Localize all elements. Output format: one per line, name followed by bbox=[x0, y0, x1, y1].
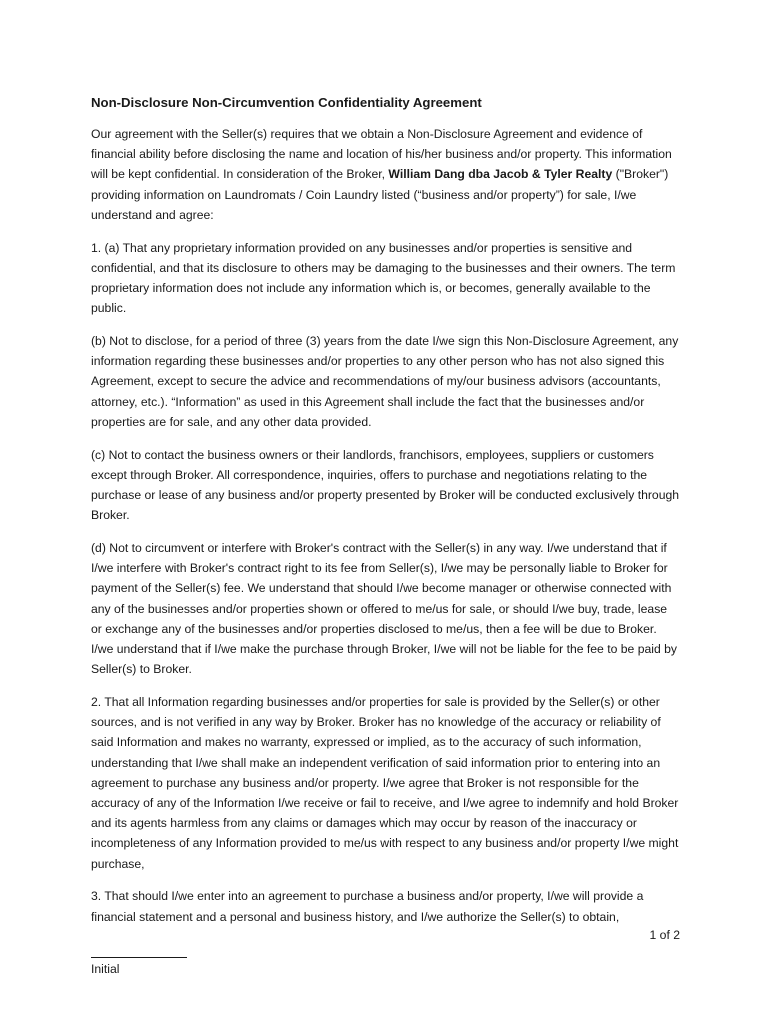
intro-text-part2: ("Broker") providing information on Laundromats / Coin Laundry listed (“business and/or property”) for sale, I/we understand and agree: bbox=[91, 167, 669, 222]
document-body bbox=[91, 94, 681, 939]
intro-text-part1: Our agreement with the Seller(s) requires that we obtain a Non-Disclosure Agreement and evidence of financial ability before disclosing the name and location of his/her business and/or property. This information will be kept confidential. In consideration of the Broker, bbox=[91, 127, 672, 182]
clause-1d: (d) Not to circumvent or interfere with Broker's contract with the Seller(s) in any way. I/we understand that if I/we interfere with Broker's contract right to its fee from Seller(s), I/we may be personally liable to Broker for payment of the Seller(s) fee. We understand that should I/we become manager or otherwise connected with any of the businesses and/or properties shown or offered to me/us for sale, or should I/we buy, trade, lease or exchange any of the businesses and/or properties disclosed to me/us, then a fee will be due to Broker. I/we understand that if I/we make the purchase through Broker, I/we will not be liable for the fee to be paid by Seller(s) to Broker. bbox=[91, 541, 678, 677]
document-title: Non-Disclosure Non-Circumvention Confidentiality Agreement bbox=[91, 95, 482, 110]
initial-label: Initial bbox=[91, 962, 120, 976]
initial-signature-line[interactable] bbox=[91, 957, 187, 958]
clause-2: 2. That all Information regarding businesses and/or properties for sale is provided by the Seller(s) or other sources, and is not verified in any way by Broker. Broker has no knowledge of the accuracy or reliability of said Information and makes no warranty, expressed or implied, as to the accuracy of such information, understanding that I/we shall make an independent verification of said information prior to entering into an agreement to purchase any business and/or property. I/we agree that Broker is not responsible for the accuracy of any of the Information I/we receive or fail to receive, and I/we agree to indemnify and hold Broker and its agents harmless from any claims or damages which may occur by reason of the inaccuracy or incompleteness of any Information provided to me/us with respect to any business and/or property I/we might purchase, bbox=[91, 695, 679, 871]
clause-1c: (c) Not to contact the business owners or their landlords, franchisors, employees, suppliers or customers except through Broker. All correspondence, inquiries, offers to purchase and negotiations relating to the purchase or lease of any business and/or property presented by Broker will be conducted exclusively through Broker. bbox=[91, 447, 680, 523]
page-number: 1 of 2 bbox=[649, 928, 680, 942]
clause-1b: (b) Not to disclose, for a period of three (3) years from the date I/we sign this Non-Disclosure Agreement, any information regarding these businesses and/or properties to any other person who has not also signed this Agreement, except to secure the advice and recommendations of my/our business advisors (accountants, attorney, etc.). “Information” as used in this Agreement shall include the fact that the businesses and/or properties are for sale, and any other data provided. bbox=[91, 334, 679, 429]
broker-name: William Dang dba Jacob & Tyler Realty bbox=[388, 167, 613, 182]
clause-1a: 1. (a) That any proprietary information provided on any businesses and/or properties is sensitive and confidential, and that its disclosure to others may be damaging to the businesses and their owners. The term proprietary information does not include any information which is, or becomes, generally available to the public. bbox=[91, 240, 676, 316]
intro-paragraph bbox=[91, 124, 681, 225]
clause-3: 3. That should I/we enter into an agreement to purchase a business and/or property, I/we will provide a financial statement and a personal and business history, and I/we authorize the Seller(s) to obtain, bbox=[91, 889, 644, 924]
